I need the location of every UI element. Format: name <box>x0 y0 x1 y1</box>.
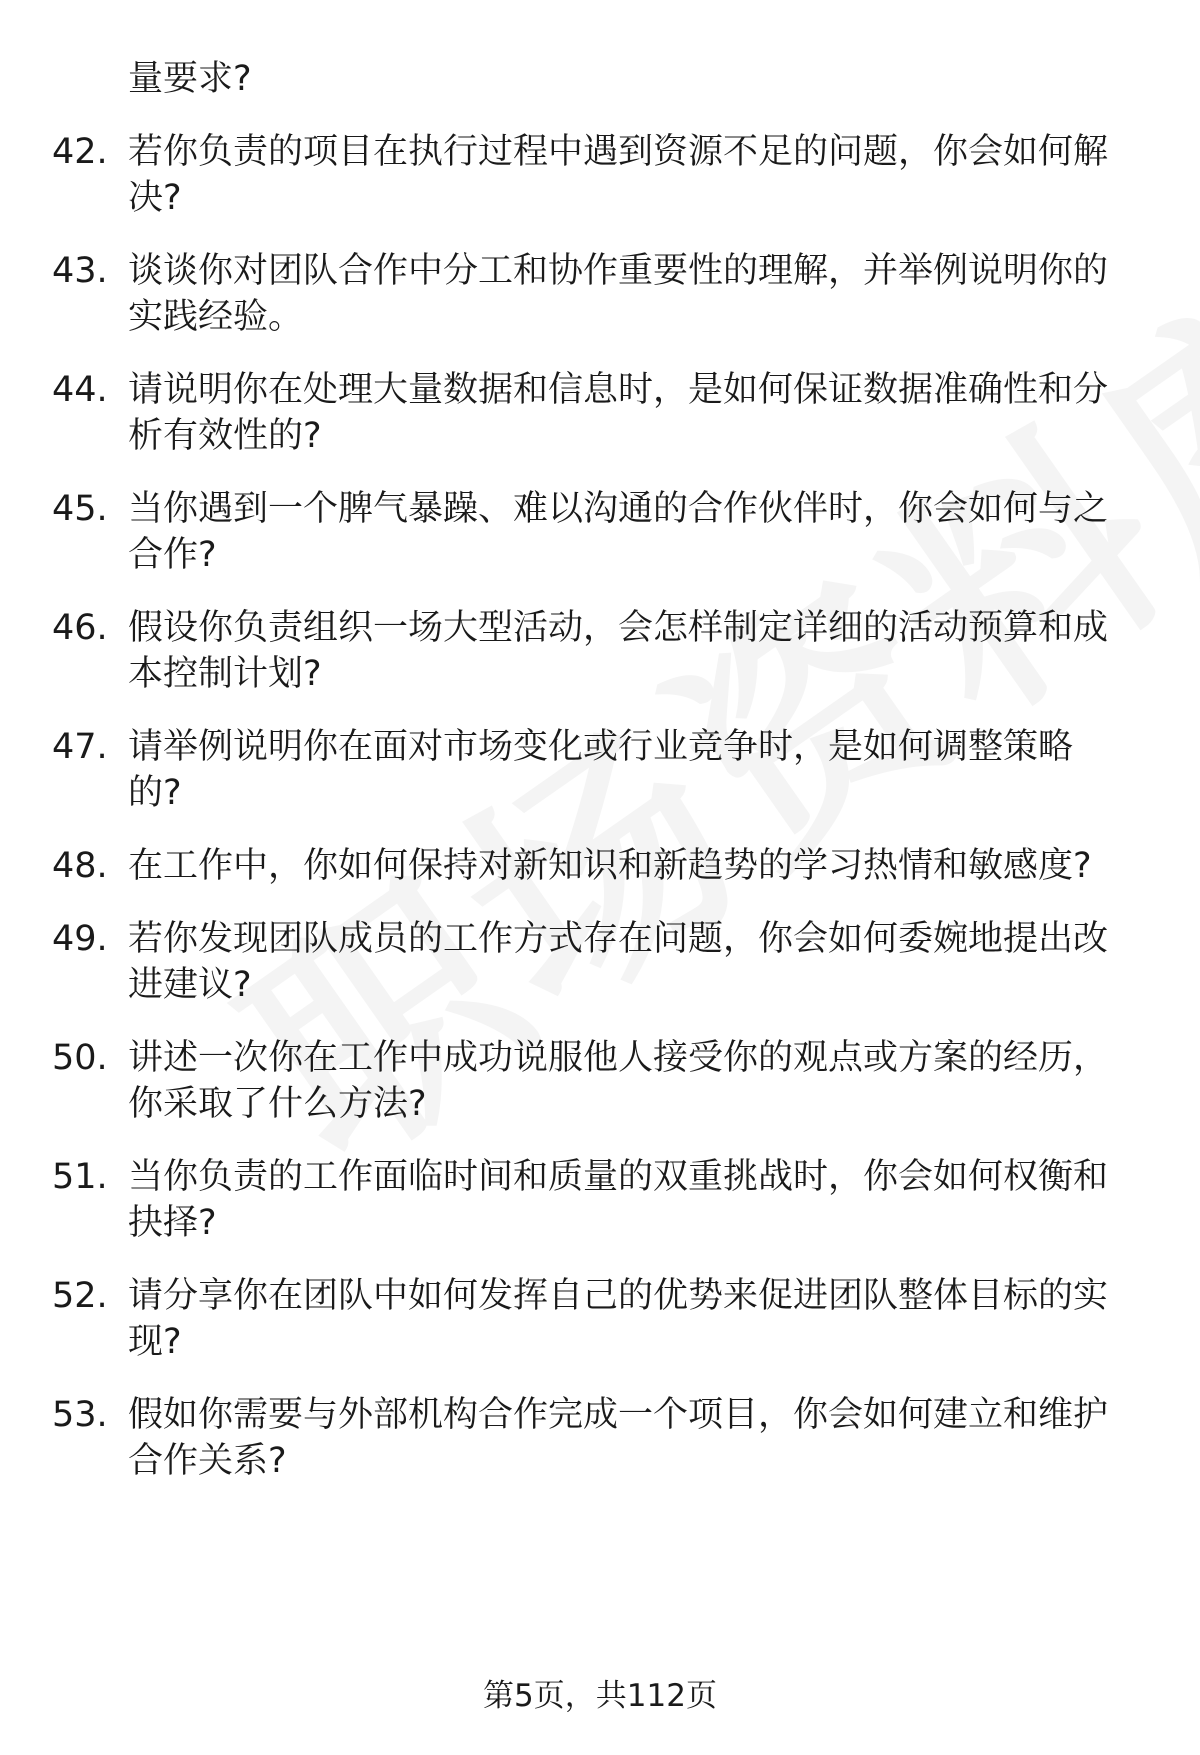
question-text: 假如你需要与外部机构合作完成一个项目，你会如何建立和维护 <box>128 1395 1109 1435</box>
question-number: 42. <box>52 132 108 172</box>
question-number: 44. <box>52 370 108 410</box>
question-text: 的? <box>128 773 182 813</box>
question-text: 本控制计划? <box>128 654 322 694</box>
question-text: 假设你负责组织一场大型活动，会怎样制定详细的活动预算和成 <box>128 608 1109 648</box>
question-text: 抉择? <box>128 1203 217 1243</box>
question-text: 在工作中，你如何保持对新知识和新趋势的学习热情和敏感度? <box>128 846 1092 886</box>
question-text: 析有效性的? <box>128 416 322 456</box>
question-number: 50. <box>52 1038 108 1078</box>
question-text: 你采取了什么方法? <box>128 1084 427 1124</box>
question-text: 当你遇到一个脾气暴躁、难以沟通的合作伙伴时，你会如何与之 <box>128 489 1109 529</box>
question-text: 请举例说明你在面对市场变化或行业竞争时，是如何调整策略 <box>128 727 1074 767</box>
question-text: 当你负责的工作面临时间和质量的双重挑战时，你会如何权衡和 <box>128 1157 1109 1197</box>
question-text: 若你发现团队成员的工作方式存在问题，你会如何委婉地提出改 <box>128 919 1109 959</box>
continuation-line: 量要求? <box>128 59 252 99</box>
question-text: 实践经验。 <box>128 297 304 337</box>
question-text: 请说明你在处理大量数据和信息时，是如何保证数据准确性和分 <box>128 370 1109 410</box>
question-text: 决? <box>128 178 182 218</box>
page-number-footer: 第5页，共112页 <box>483 1678 717 1714</box>
question-text: 合作? <box>128 535 217 575</box>
question-number: 53. <box>52 1395 108 1435</box>
question-number: 46. <box>52 608 108 648</box>
question-text: 讲述一次你在工作中成功说服他人接受你的观点或方案的经历， <box>128 1038 1109 1078</box>
question-number: 47. <box>52 727 108 767</box>
question-number: 48. <box>52 846 108 886</box>
question-number: 51. <box>52 1157 108 1197</box>
question-number: 52. <box>52 1276 108 1316</box>
question-text: 谈谈你对团队合作中分工和协作重要性的理解，并举例说明你的 <box>128 251 1109 291</box>
question-text: 请分享你在团队中如何发挥自己的优势来促进团队整体目标的实 <box>128 1276 1109 1316</box>
question-text: 进建议? <box>128 965 252 1005</box>
question-text: 若你负责的项目在执行过程中遇到资源不足的问题，你会如何解 <box>128 132 1109 172</box>
question-text: 现? <box>128 1322 182 1362</box>
question-number: 45. <box>52 489 108 529</box>
question-text: 合作关系? <box>128 1441 287 1481</box>
question-number: 43. <box>52 251 108 291</box>
question-number: 49. <box>52 919 108 959</box>
